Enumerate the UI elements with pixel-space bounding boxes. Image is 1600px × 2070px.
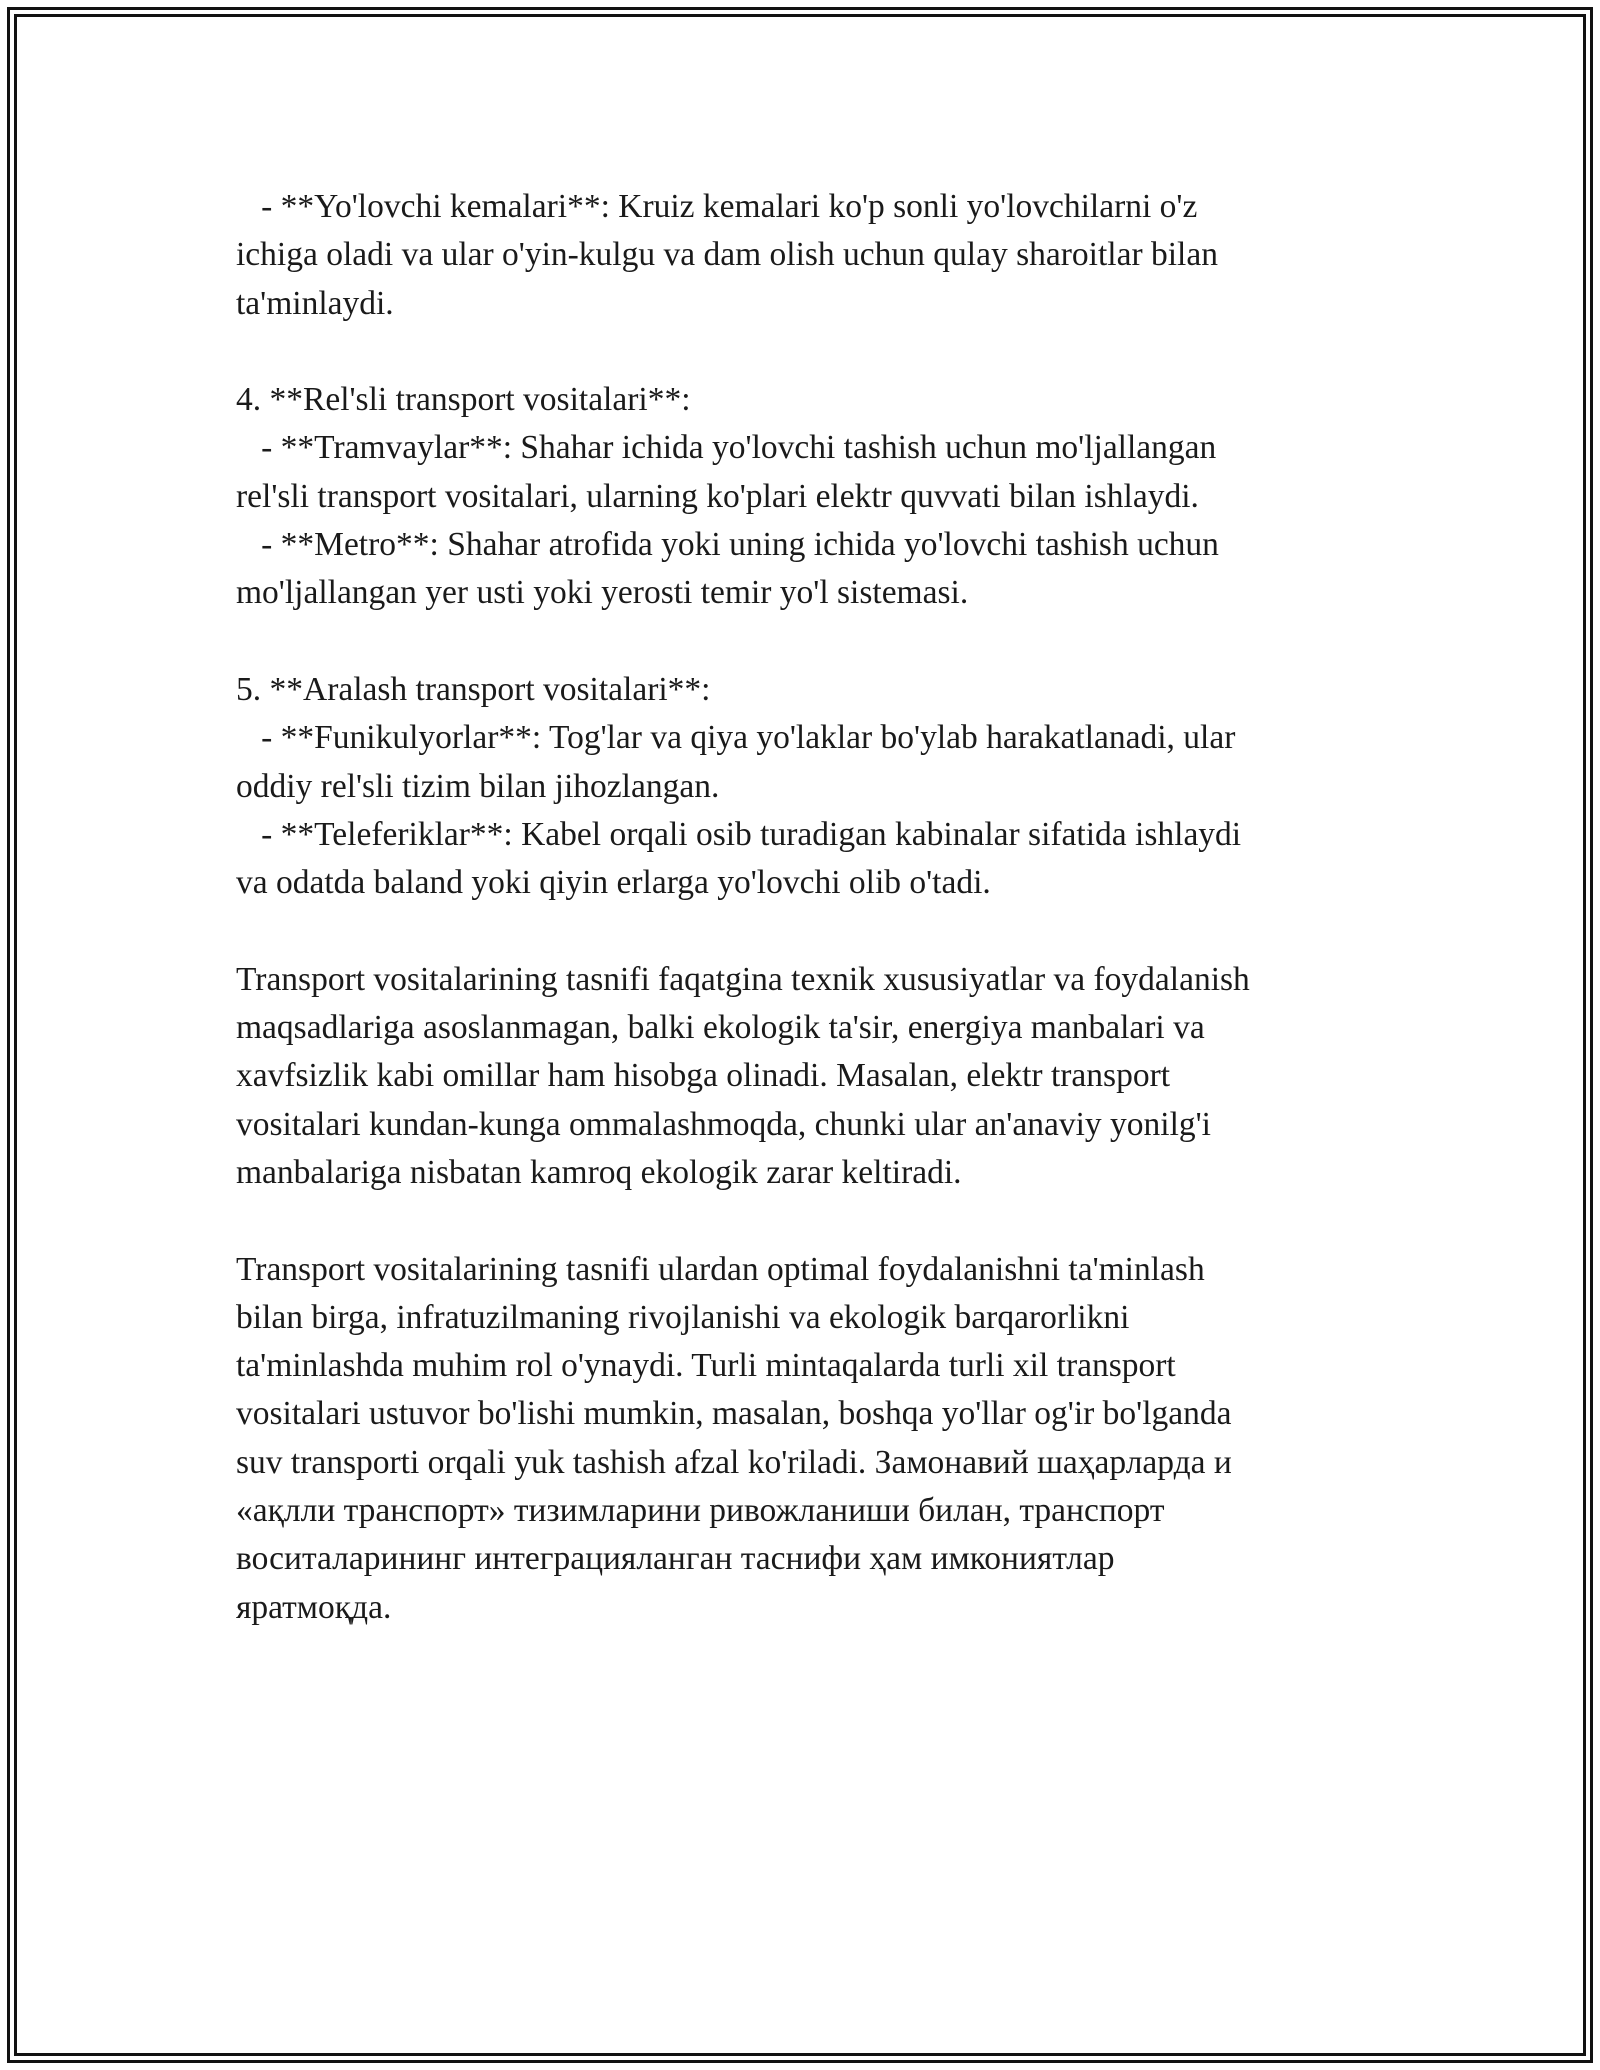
text-line: - **Teleferiklar**: Kabel orqali osib turadigan kabinalar sifatida ishlaydi [236, 815, 1242, 853]
paragraph-line: xavfsizlik kabi omillar ham hisobga olinadi. Masalan, elektr transport [236, 1057, 1171, 1095]
blank-line [236, 618, 1386, 666]
blank-line [236, 907, 1386, 955]
paragraph-line: «ақлли транспорт» тизимларини ривожланиши билан, транспорт [236, 1492, 1165, 1530]
paragraph-line: vositalari kundan-kunga ommalashmoqda, chunki ular an'anaviy yonilg'i [236, 1105, 1211, 1143]
paragraph-line: maqsadlariga asoslanmagan, balki ekologik ta'sir, energiya manbalari va [236, 1009, 1205, 1047]
blank-line [236, 328, 1386, 376]
paragraph-line: manbalariga nisbatan kamroq ekologik zarar keltiradi. [236, 1153, 962, 1191]
paragraph-line: ta'minlashda muhim rol o'ynaydi. Turli mintaqalarda turli xil transport [236, 1347, 1176, 1385]
paragraph-line: Transport vositalarining tasnifi faqatgina texnik xususiyatlar va foydalanish [236, 960, 1250, 998]
paragraph-line: яратмоқда. [236, 1588, 392, 1626]
section-heading: 4. **Rel'sli transport vositalari**: [236, 381, 691, 419]
text-line: va odatda baland yoki qiyin erlarga yo'lovchi olib o'tadi. [236, 864, 991, 902]
text-line: ta'minlaydi. [236, 284, 394, 322]
paragraph-line: bilan birga, infratuzilmaning rivojlanishi va ekologik barqarorlikni [236, 1298, 1130, 1336]
paragraph-line: vositalari ustuvor bo'lishi mumkin, masalan, boshqa yo'llar og'ir bo'lganda [236, 1395, 1232, 1433]
blank-line [236, 1197, 1386, 1245]
text-line: - **Funikulyorlar**: Tog'lar va qiya yo'laklar bo'ylab harakatlanadi, ular [236, 719, 1236, 757]
text-line: - **Metro**: Shahar atrofida yoki uning ichida yo'lovchi tashish uchun [236, 526, 1219, 564]
text-line: - **Yo'lovchi kemalari**: Kruiz kemalari ko'p sonli yo'lovchilarni o'z [236, 188, 1198, 225]
text-line: rel'sli transport vositalari, ularning ko'plari elektr quvvati bilan ishlaydi. [236, 477, 1199, 515]
text-line: oddiy rel'sli tizim bilan jihozlangan. [236, 767, 720, 805]
text-line: - **Tramvaylar**: Shahar ichida yo'lovchi tashish uchun mo'ljallangan [236, 429, 1217, 467]
section-heading: 5. **Aralash transport vositalari**: [236, 670, 711, 708]
paragraph-line: suv transporti orqali yuk tashish afzal ko'riladi. Замонавий шаҳарларда и [236, 1443, 1232, 1481]
paragraph-line: Transport vositalarining tasnifi ulardan optimal foydalanishni ta'minlash [236, 1250, 1205, 1288]
document-body [236, 183, 1386, 1632]
text-line: mo'ljallangan yer usti yoki yerosti temir yo'l sistemasi. [236, 574, 969, 612]
text-line: ichiga oladi va ular o'yin-kulgu va dam olish uchun qulay sharoitlar bilan [236, 236, 1218, 274]
paragraph-line: воситаларининг интеграцияланган таснифи ҳам имкониятлар [236, 1540, 1115, 1578]
